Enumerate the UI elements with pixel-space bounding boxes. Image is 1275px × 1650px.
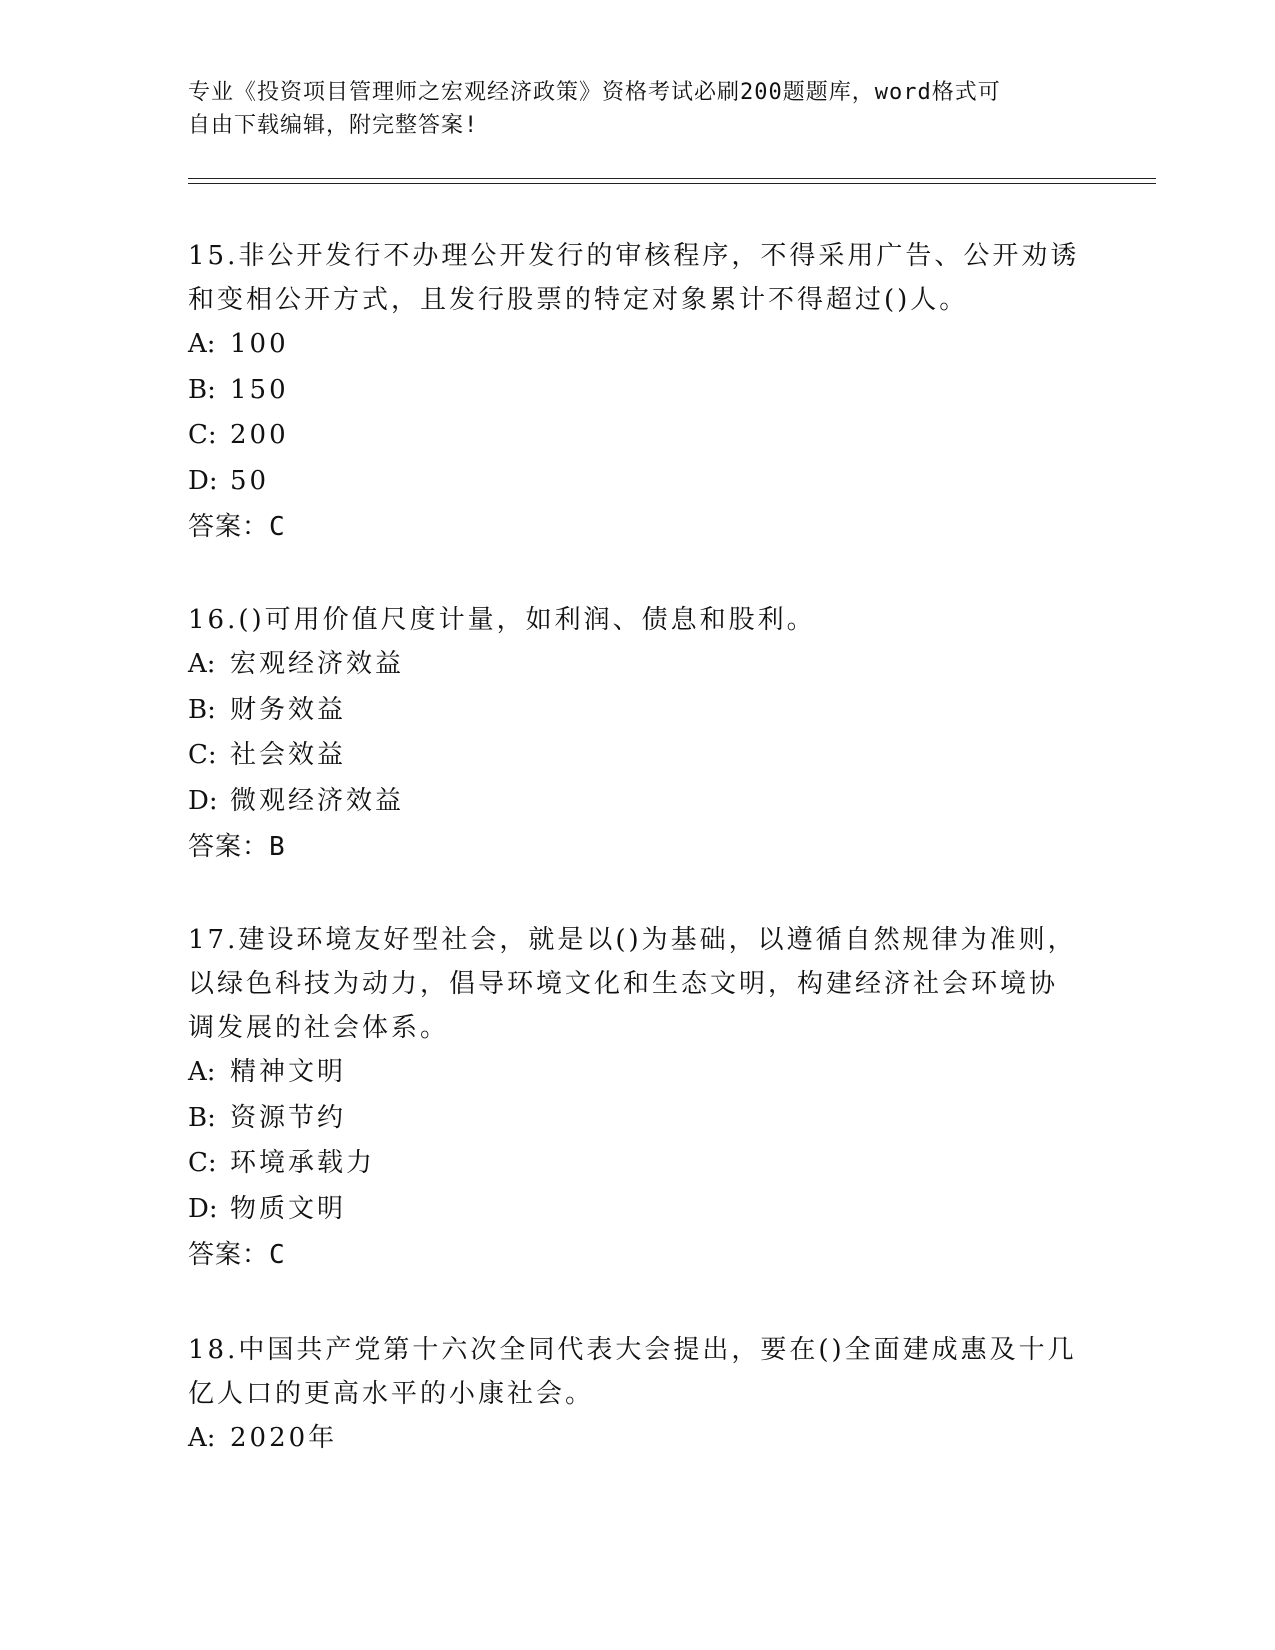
option-text: 200	[230, 420, 289, 450]
option-text: 物质文明	[230, 1193, 347, 1224]
option-label: D:	[188, 785, 218, 816]
question-stem-line: 18.中国共产党第十六次全同代表大会提出，要在()全面建成惠及十几	[188, 1335, 1077, 1365]
question-stem-line: 16.()可用价值尺度计量，如利润、债息和股利。	[188, 605, 816, 635]
option-c	[188, 733, 1088, 779]
question-stem-line: 亿人口的更高水平的小康社会。	[188, 1379, 595, 1409]
option-label: A:	[188, 1057, 216, 1087]
question-stem-line: 和变相公开方式，且发行股票的特定对象累计不得超过()人。	[188, 285, 969, 315]
option-label: C:	[188, 1148, 217, 1178]
option-c	[188, 1141, 1088, 1187]
option-a	[188, 1050, 1088, 1096]
answer-line	[188, 504, 1088, 550]
header-divider-bottom	[188, 183, 1156, 184]
option-text: 微观经济效益	[230, 785, 405, 816]
option-label: D:	[188, 465, 218, 496]
option-text: 宏观经济效益	[230, 649, 405, 679]
option-label: A:	[188, 1423, 216, 1453]
option-text: 2020年	[230, 1423, 338, 1453]
option-label: B:	[188, 1102, 216, 1133]
question-17	[188, 918, 1088, 1278]
header-title-line-1: 专业《投资项目管理师之宏观经济政策》资格考试必刷200题题库，word格式可	[188, 80, 1001, 105]
option-c	[188, 413, 1088, 459]
option-a	[188, 322, 1088, 368]
option-text: 150	[230, 374, 289, 405]
answer-key: B	[269, 832, 286, 862]
answer-key: C	[269, 1240, 286, 1270]
option-text: 50	[230, 465, 270, 496]
option-d	[188, 459, 1088, 505]
option-b	[188, 688, 1088, 734]
answer-prefix: 答案：	[188, 1240, 270, 1270]
question-15	[188, 234, 1088, 550]
option-b	[188, 368, 1088, 414]
option-label: B:	[188, 374, 216, 405]
document-header	[188, 76, 1088, 142]
question-stem-line: 调发展的社会体系。	[188, 1013, 450, 1043]
option-label: A:	[188, 649, 216, 679]
option-label: B:	[188, 694, 216, 725]
answer-line	[188, 1232, 1088, 1278]
option-b	[188, 1096, 1088, 1142]
option-label: D:	[188, 1193, 218, 1224]
question-18	[188, 1328, 1088, 1462]
option-text: 财务效益	[230, 694, 347, 725]
option-a	[188, 1416, 1088, 1462]
option-label: A:	[188, 329, 216, 359]
question-16	[188, 598, 1088, 870]
option-text: 社会效益	[230, 740, 347, 770]
answer-key: C	[269, 512, 286, 542]
header-title-line-2: 自由下载编辑，附完整答案!	[188, 113, 479, 138]
option-a	[188, 642, 1088, 688]
question-stem-line: 15.非公开发行不办理公开发行的审核程序，不得采用广告、公开劝诱	[188, 241, 1080, 271]
answer-prefix: 答案：	[188, 512, 270, 542]
question-stem-line: 17.建设环境友好型社会，就是以()为基础，以遵循自然规律为准则，	[188, 925, 1077, 955]
option-label: C:	[188, 420, 217, 450]
option-d	[188, 779, 1088, 825]
question-stem-line: 以绿色科技为动力，倡导环境文化和生态文明，构建经济社会环境协	[188, 969, 1059, 999]
answer-line	[188, 824, 1088, 870]
option-text: 环境承载力	[230, 1148, 376, 1178]
option-text: 精神文明	[230, 1057, 347, 1087]
option-label: C:	[188, 740, 217, 770]
header-divider-top	[188, 178, 1156, 179]
option-text: 100	[230, 329, 289, 359]
answer-prefix: 答案：	[188, 832, 270, 862]
option-d	[188, 1187, 1088, 1233]
option-text: 资源节约	[230, 1102, 347, 1133]
